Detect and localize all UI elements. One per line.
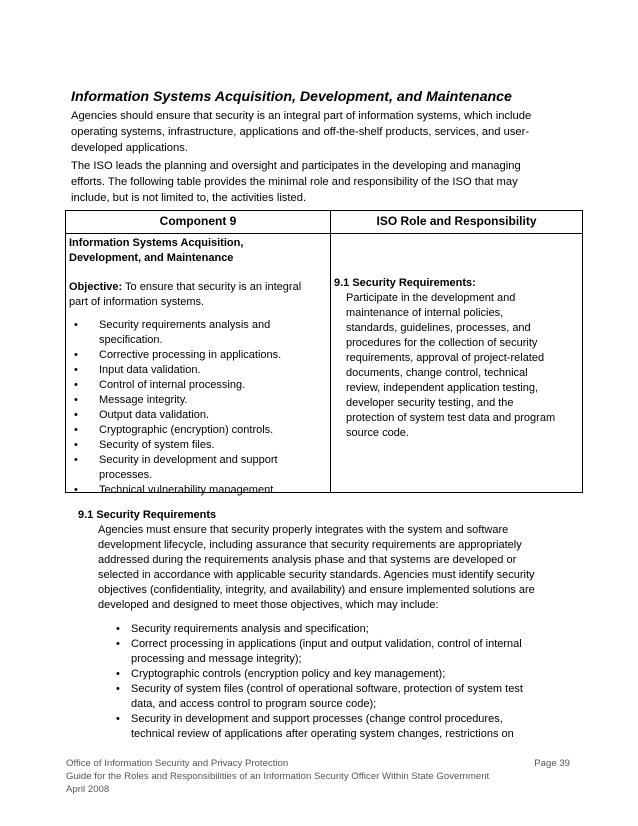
section-heading: 9.1 Security Requirements [78, 509, 217, 521]
footer-guide: Guide for the Roles and Responsibilities of an Information Security Officer Within State Government [66, 771, 490, 782]
list-item: • Cryptographic (encryption) controls. [69, 423, 327, 438]
list-item: • Security requirements analysis and specification. [69, 318, 327, 348]
role-cell [334, 276, 580, 441]
iso-line: include, but is not limited to, the activities listed. [71, 192, 307, 204]
footer-date: April 2008 [66, 784, 110, 795]
intro-paragraph [71, 108, 571, 156]
footer-office: Office of Information Security and Privacy Protection [66, 758, 289, 769]
footer-page-number: Page 39 [534, 758, 570, 769]
objective-text: part of information systems. [69, 296, 205, 308]
list-item: • Security of system files (control of operational software, protection of system test data, and access control to program source code); [131, 682, 578, 712]
iso-line: efforts. The following table provides the minimal role and responsibility of the ISO that may [71, 176, 518, 188]
role-heading: 9.1 Security Requirements: [334, 277, 476, 289]
list-item: • Security requirements analysis and specification; [131, 622, 578, 637]
component-title: Information Systems Acquisition, [69, 237, 244, 249]
section-body: Agencies must ensure that security properly integrates with the system and software development lifecycle, including assurance that security requirements are appropriately addressed during the requirements analysis phase and that systems are developed or selected in accordance with applicable security standards. Agencies must identify security objectives (confidentiality, integrity, and availability) and ensure implemented solutions are developed and designed to meet those objectives, which may include: [98, 524, 535, 611]
table-column-divider [330, 211, 331, 492]
component-list [69, 318, 327, 498]
table-header-divider [66, 233, 582, 234]
list-item: • Control of internal processing. [69, 378, 327, 393]
list-item: • Correct processing in applications (input and output validation, control of internal processing and message integrity); [131, 637, 578, 667]
intro-line: Agencies should ensure that security is an integral part of information systems, which include [71, 110, 532, 122]
iso-paragraph [71, 158, 571, 206]
list-item: • Input data validation. [69, 363, 327, 378]
list-item: • Cryptographic controls (encryption policy and key management); [131, 667, 578, 682]
table-header-component: Component 9 [159, 214, 237, 228]
security-requirements-section [78, 508, 578, 742]
section-list [78, 622, 578, 742]
objective-label: Objective: [69, 281, 123, 293]
iso-line: The ISO leads the planning and oversight and participates in the developing and managing [71, 160, 521, 172]
role-text: Participate in the development and maintenance of internal policies, standards, guidelines, processes, and procedures for the collection of security requirements, approval of project-related documents, change control, technical review, independent application testing, developer security testing, and the protection of system test data and program source code. [346, 292, 556, 439]
component-cell [69, 236, 327, 498]
intro-line: developed applications. [71, 142, 188, 154]
intro-line: operating systems, infrastructure, applications and off-the-shelf products, services, and user- [71, 126, 530, 138]
page-title: Information Systems Acquisition, Development, and Maintenance [71, 89, 512, 105]
component-title: Development, and Maintenance [69, 252, 234, 264]
list-item: • Security in development and support processes. [69, 453, 327, 483]
list-item: • Output data validation. [69, 408, 327, 423]
list-item: • Message integrity. [69, 393, 327, 408]
objective [69, 280, 327, 295]
table-header-role: ISO Role and Responsibility [376, 214, 537, 228]
list-item: • Corrective processing in applications. [69, 348, 327, 363]
objective-text: To ensure that security is an integral [122, 281, 302, 293]
component-table [65, 210, 583, 496]
list-item: • Technical vulnerability management. [69, 483, 327, 498]
page-footer [66, 757, 570, 796]
list-item: • Security of system files. [69, 438, 327, 453]
list-item: • Security in development and support processes (change control procedures, technical review of applications after operating system changes, restrictions on [131, 712, 578, 742]
